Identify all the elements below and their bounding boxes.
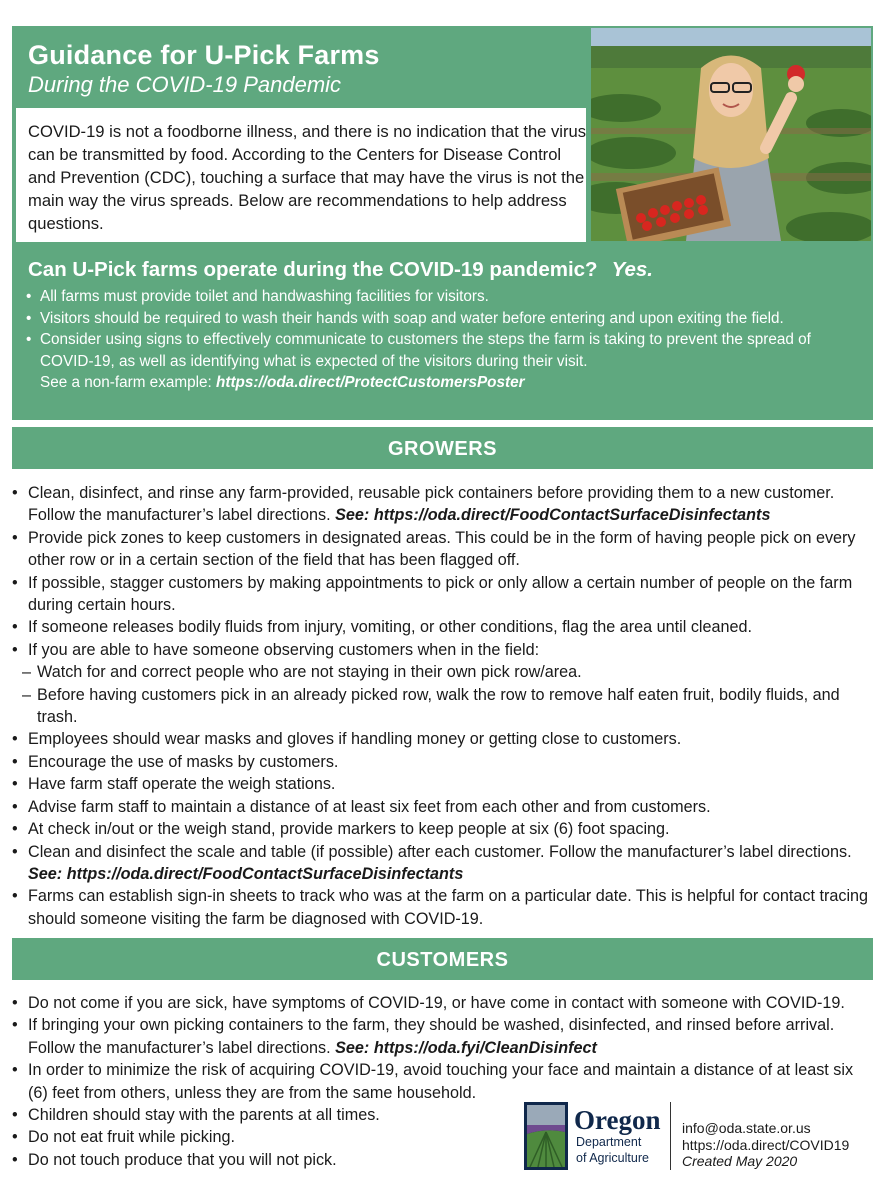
intro-panel bbox=[16, 108, 586, 242]
item-text: If possible, stagger customers by making appointments to pick or only allow a certain number of people on the farm during certain hours. bbox=[28, 573, 853, 615]
item-text: Consider using signs to effectively communicate to customers the steps the farm is taking to prevent the spread of COVID-19, as well as identifying what is expected of the visitors during their visit. bbox=[40, 331, 811, 370]
disinfectants-link[interactable]: See: https://oda.direct/FoodContactSurfaceDisinfectants bbox=[335, 506, 771, 525]
title-banner bbox=[12, 26, 590, 106]
item-text: At check in/out or the weigh stand, provide markers to keep people at six (6) foot spacing. bbox=[28, 820, 670, 839]
list-item bbox=[10, 728, 876, 750]
list-item bbox=[10, 639, 876, 661]
oda-logo-text bbox=[574, 1106, 661, 1166]
list-item bbox=[10, 1014, 876, 1059]
item-text: Clean, disinfect, and rinse any farm-provided, reusable pick containers before providing them to a new customer. Follow the manufacturer’s label directions. bbox=[28, 484, 835, 525]
list-item bbox=[10, 527, 876, 572]
item-text: Provide pick zones to keep customers in designated areas. This could be in the form of having people pick on every other row or in a certain section of the field that has been flagged off. bbox=[28, 528, 856, 570]
sub-list-item: – Before having customers pick in an already picked row, walk the row to remove half eaten fruit, bodily fluids, and trash. bbox=[22, 685, 840, 727]
list-item bbox=[26, 308, 866, 330]
list-item bbox=[10, 773, 876, 795]
item-text: In order to minimize the risk of acquiring COVID-19, avoid touching your face and maintain a distance of at least six (6) feet from others, unless they are from the same household. bbox=[28, 1061, 854, 1102]
list-item bbox=[10, 572, 876, 617]
item-text: Encourage the use of masks by customers. bbox=[28, 752, 339, 771]
item-text: Do not eat fruit while picking. bbox=[28, 1128, 235, 1147]
logo-line-1: Department bbox=[576, 1135, 642, 1149]
list-item bbox=[10, 616, 876, 638]
question-title bbox=[28, 258, 653, 282]
list-item bbox=[10, 482, 876, 527]
created-date: Created May 2020 bbox=[682, 1153, 798, 1169]
logo-name: Oregon bbox=[574, 1105, 661, 1135]
item-text: Watch for and correct people who are not staying in their own pick row/area. bbox=[37, 663, 582, 682]
list-item bbox=[10, 885, 876, 930]
item-text: Advise farm staff to maintain a distance of at least six feet from each other and from customers. bbox=[28, 797, 711, 816]
disinfectants-link[interactable]: See: https://oda.direct/FoodContactSurfaceDisinfectants bbox=[28, 864, 464, 883]
contact-info bbox=[682, 1120, 849, 1170]
list-item bbox=[10, 1059, 876, 1104]
page-subtitle: During the COVID-19 Pandemic bbox=[28, 72, 342, 97]
oda-emblem-icon bbox=[524, 1102, 568, 1170]
item-text: Employees should wear masks and gloves if handling money or getting close to customers. bbox=[28, 730, 682, 749]
list-item bbox=[10, 796, 876, 818]
item-text: If someone releases bodily fluids from injury, vomiting, or other conditions, flag the area until cleaned. bbox=[28, 618, 753, 637]
item-text: All farms must provide toilet and handwashing facilities for visitors. bbox=[40, 288, 489, 305]
sub-list-item: – Watch for and correct people who are not staying in their own pick row/area. bbox=[22, 663, 582, 682]
customers-heading: CUSTOMERS bbox=[12, 938, 873, 980]
item-text: Do not touch produce that you will not pick. bbox=[28, 1150, 337, 1169]
footer bbox=[524, 1102, 876, 1174]
clean-disinfect-link[interactable]: See: https://oda.fyi/CleanDisinfect bbox=[335, 1038, 597, 1057]
list-item bbox=[10, 992, 876, 1014]
list-item bbox=[10, 841, 876, 886]
item-text: Do not come if you are sick, have symptoms of COVID-19, or have come in contact with someone with COVID-19. bbox=[28, 994, 845, 1012]
see-prefix: See a non-farm example: bbox=[40, 374, 212, 391]
question-answer: Yes. bbox=[611, 258, 653, 281]
page-title: Guidance for U-Pick Farms bbox=[28, 40, 380, 70]
logo-line-2: of Agriculture bbox=[576, 1151, 649, 1165]
growers-heading: GROWERS bbox=[12, 427, 873, 469]
question-panel bbox=[12, 246, 873, 420]
covid-url-link[interactable]: https://oda.direct/COVID19 bbox=[682, 1136, 850, 1153]
email-link[interactable]: info@oda.state.or.us bbox=[682, 1120, 811, 1136]
item-text: Have farm staff operate the weigh stations. bbox=[28, 775, 336, 794]
footer-divider bbox=[670, 1102, 671, 1170]
girl-strawberry-photo bbox=[591, 28, 871, 241]
question-list bbox=[26, 286, 866, 394]
list-item bbox=[10, 818, 876, 840]
item-text: Visitors should be required to wash their hands with soap and water before entering and upon exiting the field. bbox=[40, 309, 784, 327]
list-item bbox=[26, 329, 866, 394]
item-text: Clean and disinfect the scale and table (if possible) after each customer. Follow the manufacturer’s label directions. bbox=[28, 842, 852, 861]
intro-text: COVID-19 is not a foodborne illness, and there is no indication that the virus can be transmitted by food. According to the Centers for Disease Control and Prevention (CDC), touching a surface that may have the virus is not the main way the virus spreads. Below are recommendations to help address questions. bbox=[28, 122, 587, 233]
item-text: If bringing your own picking containers to the farm, they should be washed, disinfected, and rinsed before arrival. Follow the manufacturer’s label directions. bbox=[28, 1016, 835, 1057]
item-text: Children should stay with the parents at all times. bbox=[28, 1106, 380, 1125]
list-item bbox=[26, 286, 866, 308]
item-text: Before having customers pick in an already picked row, walk the row to remove half eaten fruit, bodily fluids, and trash. bbox=[37, 685, 840, 727]
list-item bbox=[10, 751, 876, 773]
item-text: If you are able to have someone observing customers when in the field: bbox=[28, 640, 540, 659]
growers-list bbox=[10, 482, 876, 930]
item-text: Farms can establish sign-in sheets to track who was at the farm on a particular date. This is helpful for contact tracing should someone visiting the farm be diagnosed with COVID-19. bbox=[28, 887, 869, 928]
question-text: Can U-Pick farms operate during the COVID-19 pandemic? bbox=[28, 258, 598, 281]
poster-link[interactable]: https://oda.direct/ProtectCustomersPoster bbox=[216, 374, 525, 391]
